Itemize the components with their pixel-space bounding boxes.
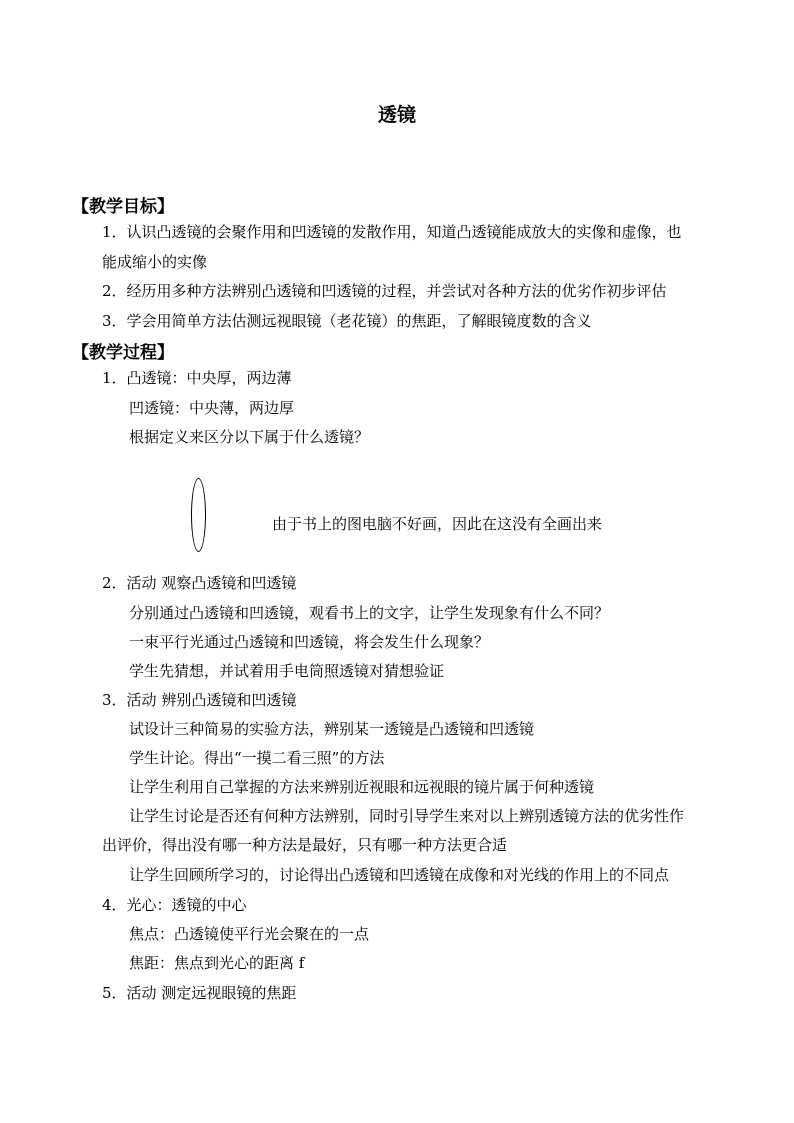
process-text: 活动 辨别凸透镜和凹透镜 (126, 691, 297, 709)
process-item-2 (102, 573, 296, 593)
page-title: 透镜 (377, 104, 416, 126)
process-line: 分别通过凸透镜和凹透镜，观看书上的文字，让学生发现象有什么不同？ (129, 604, 610, 622)
process-line: 试设计三种简易的实验方法，辨别某一透镜是凸透镜和凹透镜 (129, 720, 535, 738)
process-line: 学生计论。得出“一摸二看三照”的方法 (129, 749, 385, 767)
process-number: 4． (102, 896, 127, 914)
process-number: 2． (102, 574, 127, 592)
process-item-5 (102, 983, 296, 1003)
objectives-heading: 【教学目标】 (72, 197, 174, 217)
process-line: 让学生利用自己掌握的方法来辨别近视眼和远视眼的镜片属于何种透镜 (129, 778, 595, 796)
process-text: 凸透镜：中央厚，两边薄 (126, 369, 292, 387)
process-number: 5． (102, 984, 127, 1002)
process-item-1 (102, 368, 292, 388)
process-line: 一束平行光通过凸透镜和凹透镜，将会发生什么现象？ (129, 633, 490, 651)
process-number: 3． (102, 691, 127, 709)
process-item-3 (102, 690, 296, 710)
process-line: 焦距：焦点到光心的距离 f (129, 954, 305, 972)
objective-number: 3． (102, 312, 127, 330)
objective-item-3 (102, 311, 592, 331)
process-line: 焦点：凸透镜使平行光会聚在的一点 (129, 925, 370, 943)
process-line: 学生先猜想，并试着用手电筒照透镜对猜想验证 (129, 662, 445, 680)
objective-continuation: 能成缩小的实像 (102, 253, 208, 271)
process-line: 根据定义来区分以下属于什么透镜？ (129, 428, 370, 446)
process-line: 让学生讨论是否还有何种方法辨别，同时引导学生来对以上辨别透镜方法的优劣性作 (129, 807, 685, 825)
objective-number: 2． (102, 282, 127, 300)
process-text: 光心：透镜的中心 (126, 896, 247, 914)
objective-item-1 (102, 222, 682, 242)
process-number: 1． (102, 369, 127, 387)
process-line: 出评价，得出没有哪一种方法是最好，只有哪一种方法更合适 (102, 836, 508, 854)
objective-text: 经历用多种方法辨别凸透镜和凹透镜的过程，并尝试对各种方法的优劣作初步评估 (126, 282, 667, 300)
process-text: 活动 观察凸透镜和凹透镜 (126, 574, 297, 592)
objective-text: 学会用简单方法估测远视眼镜（老花镜）的焦距，了解眼镜度数的含义 (126, 312, 592, 330)
objective-text: 认识凸透镜的会聚作用和凹透镜的发散作用，知道凸透镜能成放大的实像和虚像，也 (126, 223, 682, 241)
process-line: 凹透镜：中央薄，两边厚 (129, 399, 295, 417)
objective-item-2 (102, 281, 667, 301)
process-heading: 【教学过程】 (72, 343, 174, 363)
process-item-4 (102, 895, 247, 915)
objective-number: 1． (102, 223, 127, 241)
process-line: 让学生回顾所学习的，讨论得出凸透镜和凹透镜在成像和对光线的作用上的不同点 (129, 866, 670, 884)
convex-lens-figure (191, 478, 206, 552)
process-text: 活动 测定远视眼镜的焦距 (126, 984, 297, 1002)
figure-note: 由于书上的图电脑不好画，因此在这没有全画出来 (272, 515, 603, 533)
